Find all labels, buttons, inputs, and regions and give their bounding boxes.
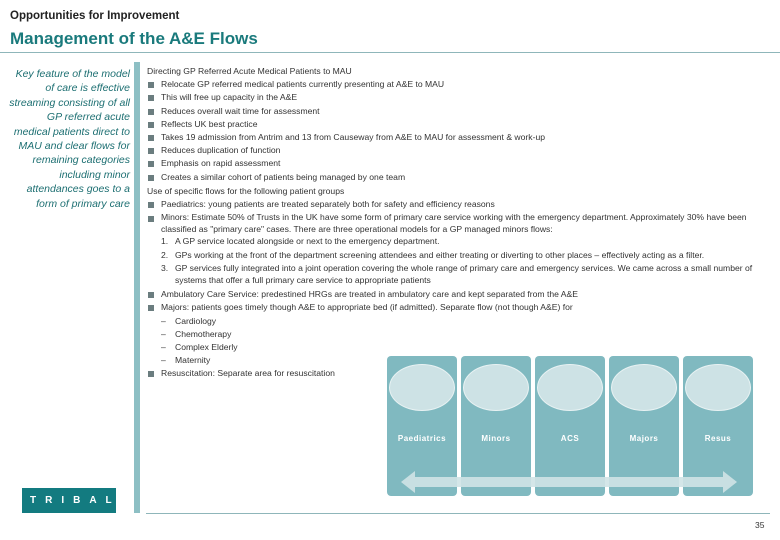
panel-ellipse: [463, 364, 529, 411]
dash: –: [161, 315, 166, 326]
sub-item-text: Chemotherapy: [175, 328, 232, 339]
panel-ellipse: [611, 364, 677, 411]
panel-label: Resus: [704, 434, 732, 443]
main-content: [147, 65, 777, 381]
bullet: Resuscitation: Separate area for resuscitation: [147, 367, 777, 380]
item-number: 1.: [161, 236, 169, 247]
bullet: Relocate GP referred medical patients currently presenting at A&E to MAU: [147, 78, 777, 91]
panel-label: Minors: [481, 434, 511, 443]
section-heading: Use of specific flows for the following patient groups: [147, 185, 345, 196]
panel-ellipse: [389, 364, 455, 411]
bullet: Reduces duplication of function: [147, 144, 777, 157]
item-text: GPs working at the front of the department screening attendees and either treating or diverting to other places – effectively acting as a filter.: [175, 249, 705, 260]
sub-item: [161, 328, 777, 341]
item-text: GP services fully integrated into a joint operation covering the whole range of primary care and emergency services. We came across a small number of systems that offer a full primary care service to appropriate patients: [175, 263, 753, 285]
panel-label: Majors: [629, 434, 659, 443]
page-title: Management of the A&E Flows: [10, 29, 258, 48]
dash: –: [161, 355, 166, 366]
vertical-accent-bar: [134, 62, 140, 513]
bullet: Ambulatory Care Service: predestined HRGs are treated in ambulatory care and kept separated from the A&E: [147, 288, 777, 301]
item-number: 3.: [161, 263, 169, 274]
bullet: Minors: Estimate 50% of Trusts in the UK have some form of primary care service working with the emergency department. Approximately 30% have been classified as "primary care" cases. There are three operational models for a GP managed minors flows:: [147, 212, 777, 235]
sub-item-text: Cardiology: [175, 315, 217, 326]
patient-flow-diagram: [387, 356, 753, 496]
logo-text: TRIBAL: [30, 495, 121, 506]
bullet: Reflects UK best practice: [147, 118, 777, 131]
item-number: 2.: [161, 249, 169, 260]
panel-ellipse: [685, 364, 751, 411]
numbered-item: [161, 263, 777, 286]
tribal-logo: [22, 488, 121, 513]
panel-label: ACS: [560, 434, 580, 443]
sub-item-text: Complex Elderly: [175, 342, 238, 353]
header-divider: [0, 52, 780, 53]
double-arrow-icon: [401, 470, 737, 494]
dash: –: [161, 342, 166, 353]
dash: –: [161, 328, 166, 339]
panel-label: Paediatrics: [397, 434, 447, 443]
numbered-item: [161, 250, 777, 262]
bullet: This will free up capacity in the A&E: [147, 91, 777, 104]
sub-item: [161, 315, 777, 328]
bullet: Reduces overall wait time for assessment: [147, 105, 777, 118]
panel-ellipse: [537, 364, 603, 411]
footer-divider: [146, 513, 770, 514]
bullet: Emphasis on rapid assessment: [147, 157, 777, 170]
section-heading: Directing GP Referred Acute Medical Patients to MAU: [147, 66, 352, 76]
bullet: Takes 19 admission from Antrim and 13 from Causeway from A&E to MAU for assessment & work-up: [147, 131, 777, 144]
bullet: Creates a similar cohort of patients being managed by one team: [147, 171, 777, 184]
sub-item: [161, 341, 777, 354]
bullet: Paediatrics: young patients are treated separately both for safety and efficiency reasons: [147, 198, 777, 211]
item-text: A GP service located alongside or next to the emergency department.: [175, 236, 440, 247]
page-number: 35: [755, 520, 765, 530]
section-supertitle: Opportunities for Improvement: [10, 10, 180, 22]
numbered-item: [161, 236, 777, 248]
bullet: Majors: patients goes timely though A&E to appropriate bed (if admitted). Separate flow (not though A&E) for: [147, 301, 777, 314]
sub-item-text: Maternity: [175, 355, 211, 366]
key-feature-callout: Key feature of the model of care is effective streaming consisting of all GP referred acute medical patients direct to MAU and clear flows for remaining categories including minor attendances goes to a form of primary care: [9, 68, 130, 210]
